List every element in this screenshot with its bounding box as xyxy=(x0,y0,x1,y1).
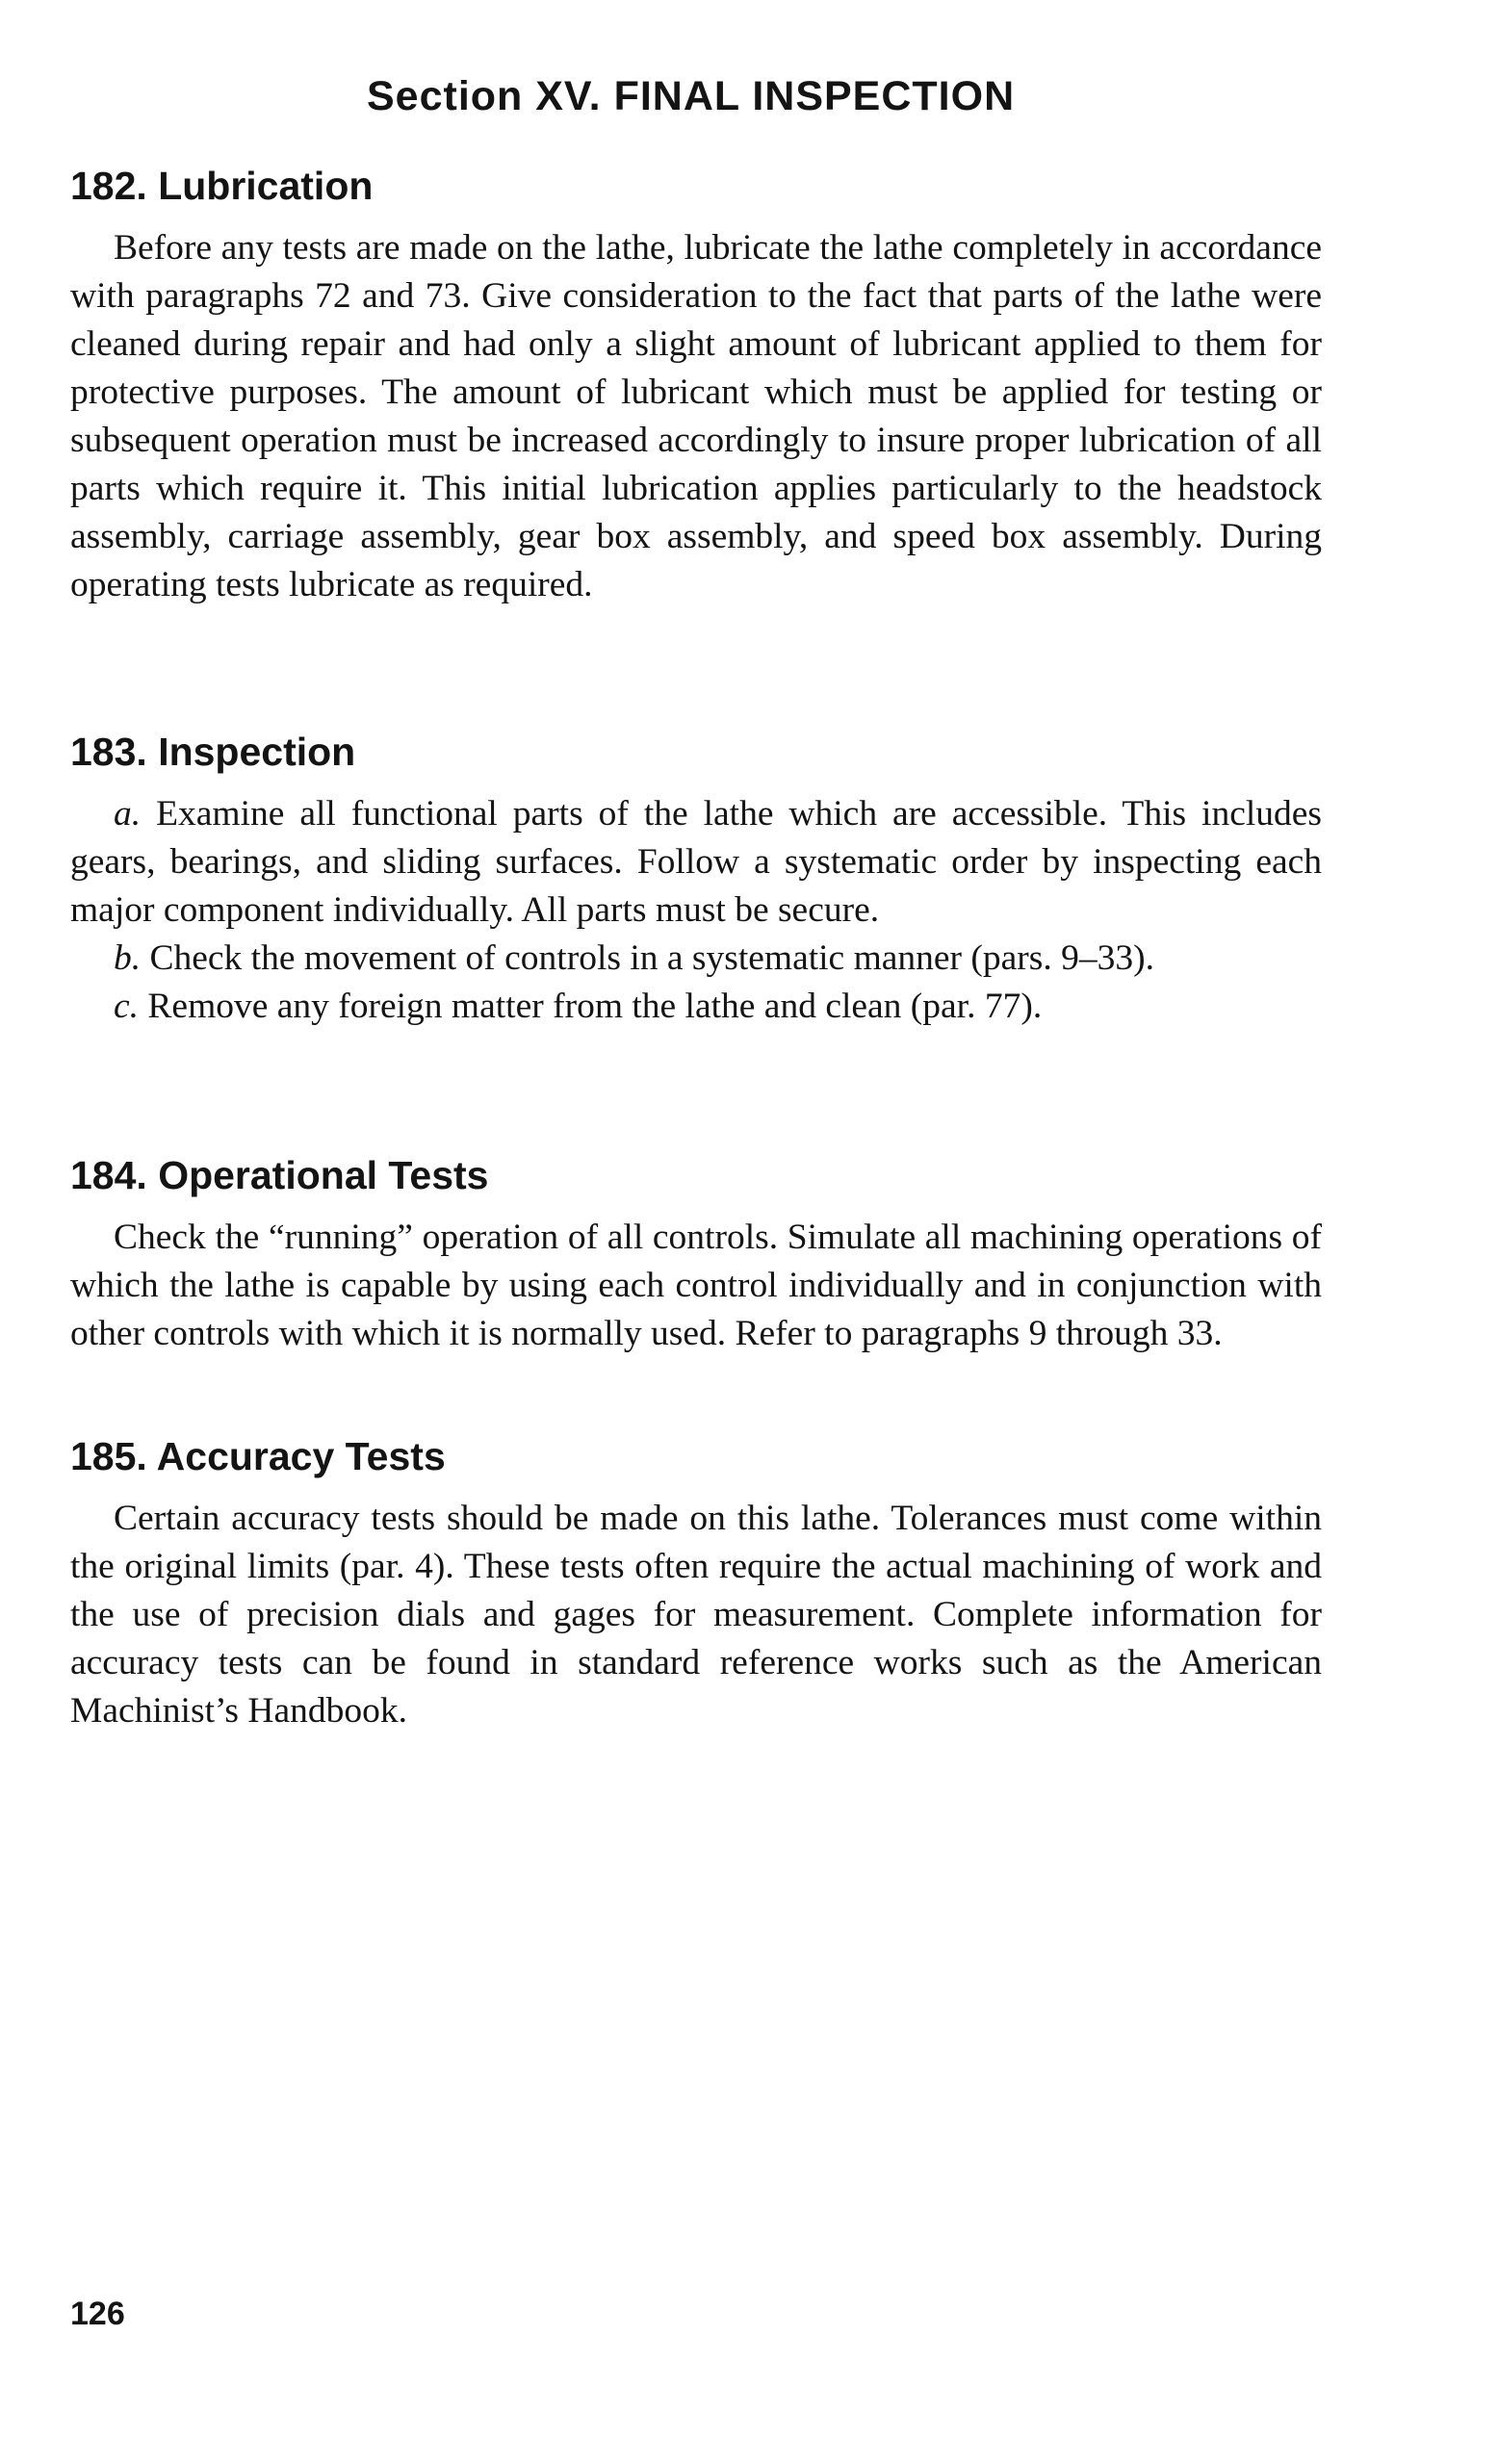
item-letter: b. xyxy=(114,938,142,978)
operational-tests-paragraph: Check the “running” operation of all controls. Simulate all machining operations of which the lathe is capable by using each control individually and in conjunction with other controls with which it is normally used. Refer to paragraphs 9 through 33. xyxy=(70,1218,1322,1353)
item-text: Remove any foreign matter from the lathe and clean (par. 77). xyxy=(147,987,1043,1026)
inspection-item-c xyxy=(70,983,1322,1031)
inspection-item-b xyxy=(70,935,1322,983)
accuracy-tests-body xyxy=(70,1495,1322,1735)
inspection-body xyxy=(70,790,1322,1031)
section-title: Section XV. FINAL INSPECTION xyxy=(367,73,1016,119)
lubrication-paragraph: Before any tests are made on the lathe, lubricate the lathe completely in accordance with paragraphs 72 and 73. Give consideration to the fact that parts of the lathe were cleaned during repair and had only a slight amount of lubricant applied to them for protective purposes. The amount of lubricant which must be applied for testing or subsequent operation must be increased accordingly to insure proper lubrication of all parts which require it. This initial lubrication applies particularly to the headstock assembly, carriage assembly, gear box assembly, and speed box assembly. During operating tests lubricate as required. xyxy=(70,228,1322,604)
item-letter: c. xyxy=(114,987,140,1026)
item-text: Examine all functional parts of the lathe which are accessible. This includes gears, bearings, and sliding surfaces. Follow a systematic order by inspecting each major component individually. All parts must be secure. xyxy=(70,794,1323,930)
lubrication-body xyxy=(70,224,1322,609)
heading-183-inspection: 183. Inspection xyxy=(70,730,356,774)
page-number: 126 xyxy=(70,2296,125,2332)
inspection-item-a xyxy=(70,790,1322,935)
item-text: Check the movement of controls in a systematic manner (pars. 9–33). xyxy=(149,938,1154,978)
heading-184-operational-tests: 184. Operational Tests xyxy=(70,1153,489,1197)
item-letter: a. xyxy=(114,794,142,834)
operational-tests-body xyxy=(70,1214,1322,1358)
accuracy-tests-paragraph: Certain accuracy tests should be made on this lathe. Tolerances must come within the original limits (par. 4). These tests often require the actual machining of work and the use of precision dials and gages for measurement. Complete information for accuracy tests can be found in standard reference works such as the American Machinist’s Handbook. xyxy=(70,1499,1322,1731)
heading-185-accuracy-tests: 185. Accuracy Tests xyxy=(70,1434,446,1478)
heading-182-lubrication: 182. Lubrication xyxy=(70,164,374,208)
